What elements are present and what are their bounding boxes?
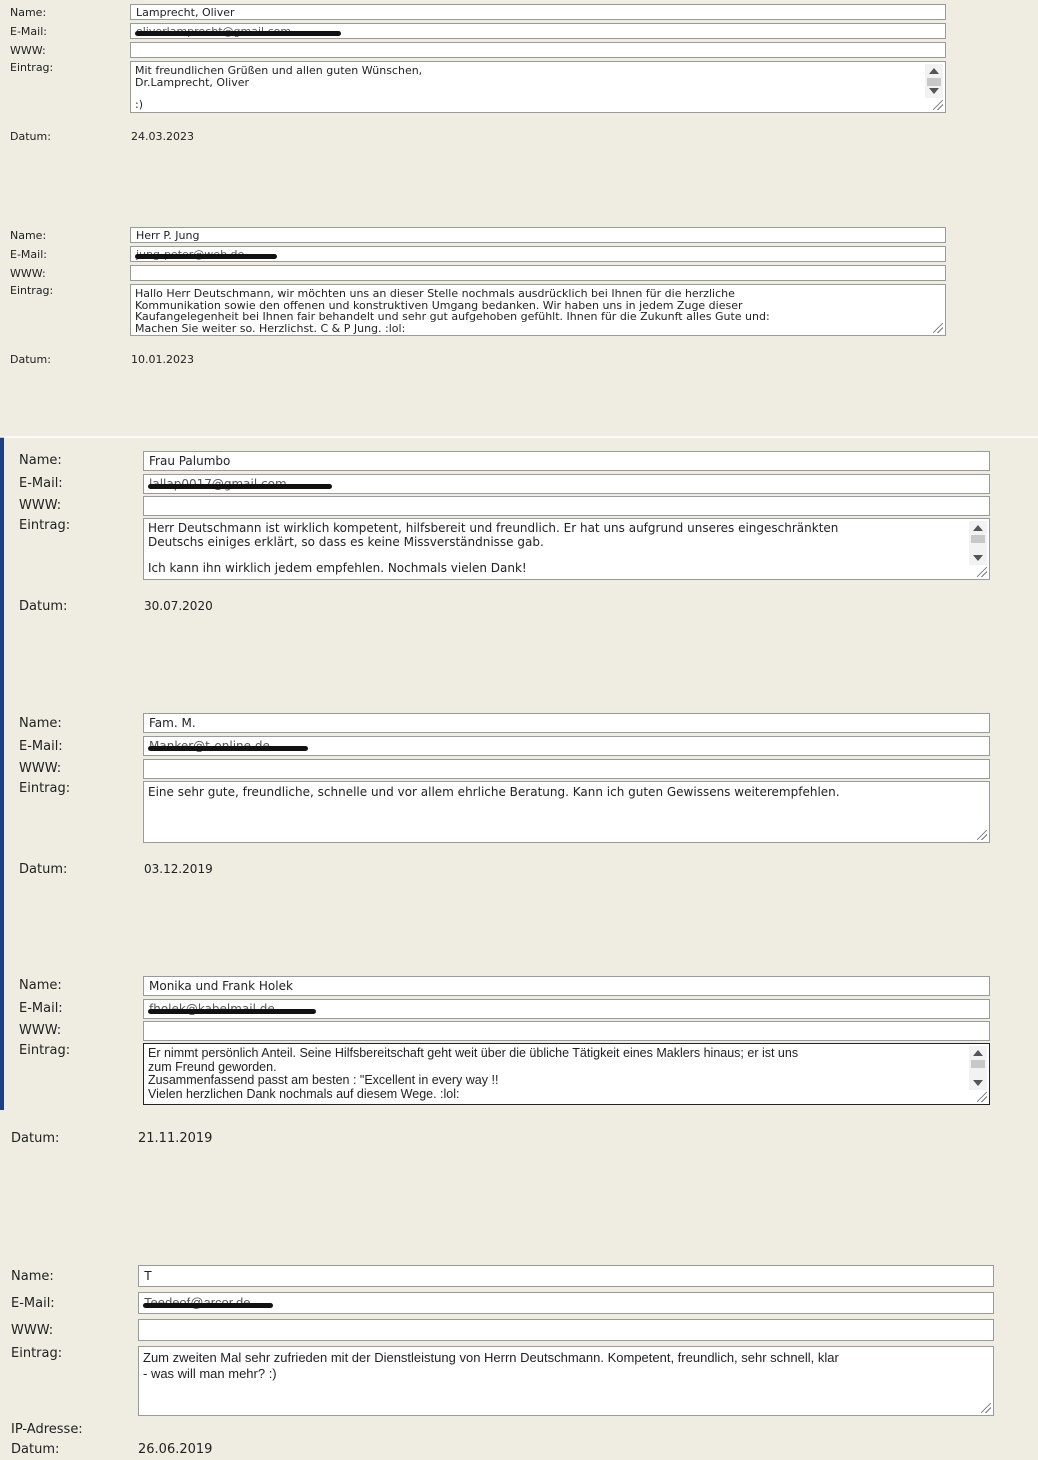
datum-value: 24.03.2023 [131, 130, 194, 143]
resize-grip-icon[interactable] [933, 323, 943, 333]
email-field[interactable] [130, 23, 946, 39]
www-field[interactable] [130, 265, 946, 281]
eintrag-textarea[interactable] [143, 1043, 990, 1105]
ip-label: IP-Adresse: [11, 1422, 83, 1437]
www-label: WWW: [19, 761, 62, 776]
name-field[interactable]: Frau Palumbo [143, 451, 990, 471]
name-field[interactable]: T [138, 1265, 994, 1287]
resize-grip-icon[interactable] [977, 830, 987, 840]
left-edge-bar [0, 437, 4, 1110]
datum-value: 30.07.2020 [144, 599, 213, 613]
redaction-mark [148, 746, 308, 751]
email-label: E-Mail: [10, 25, 47, 38]
scroll-down-icon[interactable] [929, 88, 939, 94]
datum-value: 21.11.2019 [138, 1131, 213, 1146]
datum-value: 26.06.2019 [138, 1442, 213, 1457]
scroll-thumb[interactable] [971, 1060, 985, 1068]
name-label: Name: [10, 6, 47, 19]
datum-label: Datum: [10, 353, 51, 366]
datum-value: 03.12.2019 [144, 862, 213, 876]
name-label: Name: [11, 1269, 54, 1284]
eintrag-label: Eintrag: [19, 1043, 71, 1058]
email-label: E-Mail: [10, 248, 47, 261]
scroll-thumb[interactable] [927, 78, 941, 86]
www-field[interactable] [130, 42, 946, 58]
eintrag-line: - was will man mehr? :) [143, 1366, 277, 1381]
scroll-thumb[interactable] [971, 535, 985, 543]
name-field[interactable]: Herr P. Jung [130, 227, 946, 243]
redaction-mark [135, 31, 341, 36]
eintrag-textarea[interactable] [130, 61, 946, 113]
resize-grip-icon[interactable] [933, 100, 943, 110]
redaction-mark [148, 1009, 316, 1014]
resize-grip-icon[interactable] [977, 567, 987, 577]
eintrag-line [135, 88, 921, 99]
name-label: Name: [19, 978, 62, 993]
resize-grip-icon[interactable] [981, 1403, 991, 1413]
section-divider [0, 436, 1038, 438]
name-label: Name: [10, 229, 47, 242]
eintrag-line: Ich kann ihn wirklich jedem empfehlen. Nochmals vielen Dank! [148, 561, 527, 575]
scroll-down-icon[interactable] [973, 555, 983, 561]
eintrag-line: Kaufangelegenheit bei Ihnen fair behandelt und sehr gut aufgehoben gefühlt. Ihnen für die Zukunft alles Gute und: [135, 310, 770, 323]
eintrag-line: Deutschs einiges erklärt, so dass es keine Missverständnisse gab. [148, 534, 544, 549]
email-field[interactable] [143, 736, 990, 756]
eintrag-textarea[interactable] [143, 781, 990, 843]
eintrag-label: Eintrag: [19, 518, 71, 533]
email-label: E-Mail: [19, 739, 63, 754]
eintrag-line: Mit freundlichen Grüßen und allen guten Wünschen, [135, 64, 423, 77]
email-field[interactable] [143, 474, 990, 494]
eintrag-line: Herr Deutschmann ist wirklich kompetent, hilfsbereit und freundlich. Er hat uns aufgrund unseres eingeschränkten [148, 521, 839, 535]
datum-label: Datum: [19, 599, 68, 614]
www-field[interactable] [143, 759, 990, 779]
eintrag-line: Zum zweiten Mal sehr zufrieden mit der Dienstleistung von Herrn Deutschmann. Kompetent, freundlich, sehr schnell, klar [143, 1350, 839, 1365]
datum-label: Datum: [11, 1442, 60, 1457]
email-field[interactable] [130, 246, 946, 262]
www-label: WWW: [11, 1323, 54, 1338]
scroll-up-icon[interactable] [973, 1050, 983, 1056]
www-label: WWW: [19, 498, 62, 513]
email-field[interactable] [143, 999, 990, 1019]
eintrag-line: Er nimmt persönlich Anteil. Seine Hilfsbereitschaft geht weit über die übliche Tätigkeit eines Maklers hinaus; er ist uns [148, 1046, 799, 1060]
eintrag-line: zum Freund geworden. [148, 1059, 277, 1074]
eintrag-textarea[interactable] [143, 518, 990, 580]
eintrag-line: Eine sehr gute, freundliche, schnelle und vor allem ehrliche Beratung. Kann ich guten Gewissens weiterempfehlen. [148, 785, 840, 799]
www-field[interactable] [143, 1021, 990, 1041]
www-field[interactable] [138, 1319, 994, 1341]
eintrag-textarea[interactable] [138, 1346, 994, 1416]
eintrag-textarea[interactable] [130, 284, 946, 336]
eintrag-line: :) [135, 98, 143, 111]
name-field[interactable]: Lamprecht, Oliver [130, 4, 946, 20]
eintrag-label: Eintrag: [10, 61, 54, 74]
scroll-up-icon[interactable] [929, 68, 939, 74]
eintrag-label: Eintrag: [19, 781, 71, 796]
datum-value: 10.01.2023 [131, 353, 194, 366]
resize-grip-icon[interactable] [977, 1092, 987, 1102]
name-field[interactable]: Monika und Frank Holek [143, 976, 990, 996]
email-label: E-Mail: [19, 1001, 63, 1016]
email-field[interactable] [138, 1292, 994, 1314]
name-label: Name: [19, 716, 62, 731]
datum-label: Datum: [19, 862, 68, 877]
name-field[interactable]: Fam. M. [143, 713, 990, 733]
eintrag-line: Kommunikation sowie den offenen und konstruktiven Umgang bedanken. Wir haben uns in jedem Zuge dieser [135, 298, 743, 312]
email-label: E-Mail: [11, 1296, 55, 1311]
email-label: E-Mail: [19, 476, 63, 491]
datum-label: Datum: [11, 1131, 60, 1146]
eintrag-line: Zusammenfassend passt am besten : "Excellent in every way !! [148, 1073, 499, 1087]
textarea-scrollbar[interactable] [969, 1046, 987, 1090]
scroll-up-icon[interactable] [973, 525, 983, 531]
www-label: WWW: [19, 1023, 62, 1038]
textarea-scrollbar[interactable] [925, 64, 943, 98]
datum-label: Datum: [10, 130, 51, 143]
eintrag-line: Vielen herzlichen Dank nochmals auf diesem Wege. :lol: [148, 1086, 460, 1101]
eintrag-line: Hallo Herr Deutschmann, wir möchten uns an dieser Stelle nochmals ausdrücklich bei Ihnen für die herzliche [135, 287, 735, 300]
www-field[interactable] [143, 496, 990, 516]
www-label: WWW: [10, 267, 46, 280]
redaction-mark [143, 1303, 273, 1308]
eintrag-line: Dr.Lamprecht, Oliver [135, 75, 249, 89]
eintrag-label: Eintrag: [11, 1346, 63, 1361]
redaction-mark [135, 254, 277, 259]
textarea-scrollbar[interactable] [969, 521, 987, 565]
redaction-mark [148, 484, 332, 489]
name-label: Name: [19, 453, 62, 468]
eintrag-label: Eintrag: [10, 284, 54, 297]
scroll-down-icon[interactable] [973, 1080, 983, 1086]
eintrag-line: Machen Sie weiter so. Herzlichst. C & P Jung. :lol: [135, 321, 406, 335]
www-label: WWW: [10, 44, 46, 57]
